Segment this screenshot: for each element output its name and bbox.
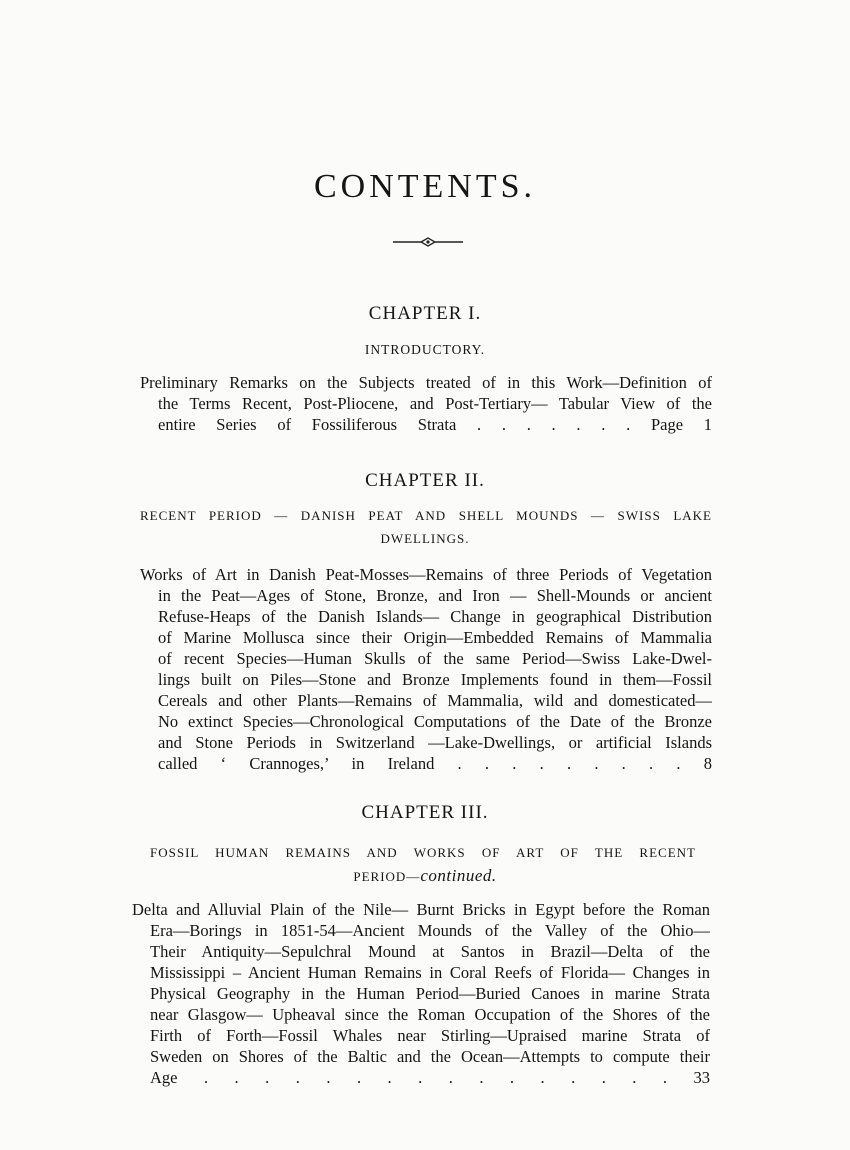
page-title: CONTENTS. [313,168,537,205]
chapter-1-heading: CHAPTER I. [368,303,482,324]
summary-line: in the Peat—Ages of Stone, Bronze, and Iron — Shell-Mounds or ancient [158,586,712,605]
summary-line: the Terms Recent, Post-Pliocene, and Post-Tertiary— Tabular View of the [158,394,712,413]
summary-line: Cereals and other Plants—Remains of Mammalia, wild and domesticated— [158,691,712,710]
summary-line: Mississippi – Ancient Human Remains in Coral Reefs of Florida— Changes in [150,963,710,982]
summary-line: entire Series of Fossiliferous Strata . . . . . . . Page 1 [158,415,712,434]
summary-line: lings built on Piles—Stone and Bronze Implements found in them—Fossil [158,670,712,689]
summary-line: called ‘ Crannoges,’ in Ireland . . . . . . . . . 8 [158,754,712,773]
summary-line: Refuse-Heaps of the Danish Islands— Change in geographical Distribution [158,607,712,626]
summary-line: Works of Art in Danish Peat-Mosses—Remains of three Periods of Vegetation [140,565,712,584]
summary-line: Age . . . . . . . . . . . . . . . . 33 [150,1068,710,1087]
ornament-rule-icon [393,236,463,248]
summary-line: Era—Borings in 1851-54—Ancient Mounds of the Valley of the Ohio— [150,921,710,940]
chapter-2-subtitle-line1: RECENT PERIOD — DANISH PEAT AND SHELL MOUNDS — SWISS LAKE [140,508,712,523]
chapter-3-subtitle-prefix: PERIOD— [353,869,421,884]
chapter-2-subtitle-line2: DWELLINGS. [380,531,470,546]
summary-line: Sweden on Shores of the Baltic and the Ocean—Attempts to compute their [150,1047,710,1066]
chapter-2-summary [140,564,712,774]
chapter-3-subtitle-line2 [0,866,850,886]
summary-line: No extinct Species—Chronological Computations of the Date of the Bronze [158,712,712,731]
chapter-3-heading: CHAPTER III. [361,802,489,823]
summary-line: Physical Geography in the Human Period—Buried Canoes in marine Strata [150,984,710,1003]
chapter-1-summary [140,372,712,435]
summary-line: Firth of Forth—Fossil Whales near Stirling—Upraised marine Strata of [150,1026,710,1045]
summary-line: of recent Species—Human Skulls of the same Period—Swiss Lake-Dwel- [158,649,712,668]
chapter-3-summary [132,899,710,1088]
summary-line: Their Antiquity—Sepulchral Mound at Santos in Brazil—Delta of the [150,942,710,961]
summary-line: Preliminary Remarks on the Subjects treated of in this Work—Definition of [140,373,712,392]
summary-line: and Stone Periods in Switzerland —Lake-Dwellings, or artificial Islands [158,733,712,752]
summary-line: near Glasgow— Upheaval since the Roman Occupation of the Shores of the [150,1005,710,1024]
summary-line: of Marine Mollusca since their Origin—Embedded Remains of Mammalia [158,628,712,647]
chapter-2-heading: CHAPTER II. [365,470,485,491]
summary-line: Delta and Alluvial Plain of the Nile— Burnt Bricks in Egypt before the Roman [132,900,710,919]
chapter-3-subtitle-continued: continued. [420,866,497,885]
chapter-1-subtitle: INTRODUCTORY. [364,342,486,357]
chapter-3-subtitle-line1: FOSSIL HUMAN REMAINS AND WORKS OF ART OF THE RECENT [150,845,696,860]
